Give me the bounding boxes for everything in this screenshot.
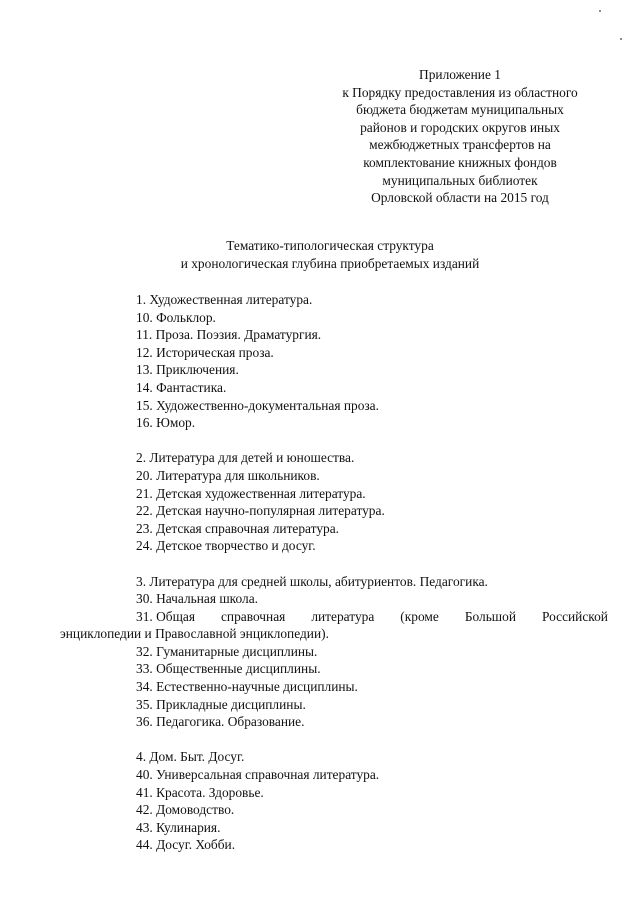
appendix-line: Приложение 1 [419,67,501,82]
appendix-line: межбюджетных трансфертов на [369,137,551,153]
list-item-word: справочная [220,608,286,624]
list-item: 20. Литература для школьников. [136,467,320,483]
list-item: 35. Прикладные дисциплины. [136,696,306,712]
list-group [60,573,608,731]
list-item: 2. Литература для детей и юношества. [136,450,355,466]
list-item: 44. Досуг. Хобби. [136,837,236,853]
list-item: 36. Педагогика. Образование. [136,714,305,730]
appendix-header [300,66,620,207]
category-lists [60,291,608,872]
list-item: 34. Естественно-научные дисциплины. [136,679,358,695]
list-item: 16. Юмор. [136,415,196,431]
list-item: 33. Общественные дисциплины. [136,661,321,677]
appendix-line: к Порядку предоставления из областного [342,84,578,100]
list-item: 30. Начальная школа. [136,591,258,607]
list-item-word: литература [311,608,375,624]
list-item-continuation: энциклопедии и Православной энциклопедии). [60,626,329,642]
list-item: 10. Фольклор. [136,309,216,325]
list-item: 24. Детское творчество и досуг. [136,538,316,554]
list-item-word: Большой [464,608,516,624]
list-item: 32. Гуманитарные дисциплины. [136,643,318,659]
document-title [110,237,550,273]
title-line: Тематико-типологическая структура [226,238,434,253]
appendix-line: бюджета бюджетам муниципальных [356,102,564,118]
list-item: 43. Кулинария. [136,819,221,835]
list-item: 11. Проза. Поэзия. Драматургия. [136,327,322,343]
appendix-line: муниципальных библиотек [382,172,538,188]
list-group [60,449,608,555]
list-item: 41. Красота. Здоровье. [136,784,264,800]
scan-speck [599,10,601,12]
list-item: 15. Художественно-документальная проза. [136,397,379,413]
list-item: 1. Художественная литература. [136,292,313,307]
appendix-line: комплектование книжных фондов [363,154,557,170]
list-item-word: (кроме [400,608,439,624]
list-item-word: 31. Общая [136,608,195,624]
appendix-line: районов и городских округов иных [360,119,560,135]
title-line: и хронологическая глубина приобретаемых изданий [180,256,480,271]
list-item-justified [60,608,608,626]
list-item: 13. Приключения. [136,362,239,378]
list-item-word: Российской [541,608,608,624]
list-item: 12. Историческая проза. [136,344,274,360]
list-group [60,291,608,432]
scan-speck [620,38,622,40]
list-item: 3. Литература для средней школы, абитуриентов. Педагогика. [136,573,488,589]
list-item: 40. Универсальная справочная литература. [136,767,380,783]
list-item: 21. Детская художественная литература. [136,485,366,501]
list-group [60,748,608,854]
list-item: 23. Детская справочная литература. [136,520,340,536]
list-item: 22. Детская научно-популярная литература. [136,503,385,519]
appendix-line: Орловской области на 2015 год [371,190,549,206]
list-item: 4. Дом. Быт. Досуг. [136,749,245,765]
list-item: 14. Фантастика. [136,379,227,395]
list-item: 42. Домоводство. [136,802,235,818]
